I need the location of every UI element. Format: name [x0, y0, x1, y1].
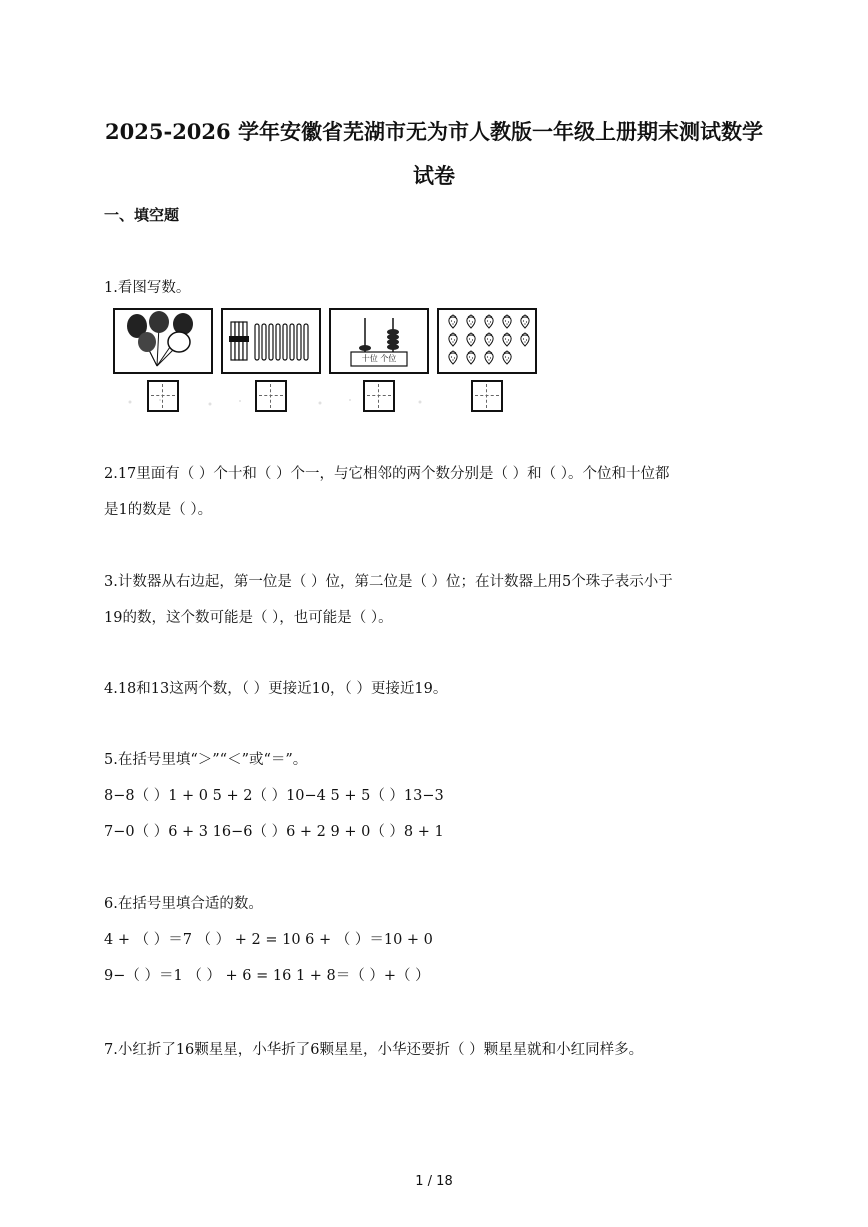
- abacus-figure: [329, 308, 429, 374]
- question-3-line2: 19的数，这个数可能是（ ），也可能是（ ）。: [104, 610, 393, 626]
- strawberries-icon: [439, 310, 535, 372]
- sticks-icon: [223, 310, 319, 372]
- sticks-figure: [221, 308, 321, 374]
- answer-box-strawberries[interactable]: [471, 380, 503, 412]
- scan-artifact: [120, 392, 440, 412]
- question-5-row1: 8−8（ ）1 + 0 5 + 2（ ）10−4 5 + 5（ ）13−3: [104, 788, 444, 804]
- question-6-row2: 9−（ ）＝1 （ ） + 6 = 16 1 + 8＝（ ）+（ ）: [104, 968, 430, 984]
- question-3-line1: 3.计数器从右边起，第一位是（ ）位，第二位是（ ）位；在计数器上用5个珠子表示小于: [104, 574, 673, 590]
- question-6-row1: 4 + （ ）＝7 （ ） + 2 = 10 6 + （ ）＝10 + 0: [104, 932, 433, 948]
- question-5-text: 5.在括号里填“＞”“＜”或“＝”。: [104, 752, 308, 768]
- exam-title-line1: 2025-2026 学年安徽省芜湖市无为市人教版一年级上册期末测试数学: [105, 119, 763, 144]
- question-7-line1: 7.小红折了16颗星星，小华折了6颗星星，小华还要折（ ）颗星星就和小红同样多。: [104, 1042, 644, 1058]
- page-number: 1 / 18: [415, 1174, 453, 1189]
- question-1-text: 1.看图写数。: [104, 280, 191, 296]
- section-heading-fill-blank: 一、填空题: [104, 206, 180, 224]
- question-2-line1: 2.17里面有（ ）个十和（ ）个一，与它相邻的两个数分别是（ ）和（ ）。个位和十位都: [104, 466, 670, 482]
- question-6-text: 6.在括号里填合适的数。: [104, 896, 263, 912]
- exam-title-line2: 试卷: [413, 163, 455, 188]
- question-2-line2: 是1的数是（ ）。: [104, 502, 213, 518]
- balloons-icon: [115, 310, 211, 372]
- question-4-line1: 4.18和13这两个数，（ ）更接近10，（ ）更接近19。: [104, 681, 448, 697]
- balloons-figure: [113, 308, 213, 374]
- abacus-place-labels: 十位 个位: [361, 354, 397, 363]
- strawberries-figure: [437, 308, 537, 374]
- question-5-row2: 7−0（ ）6 + 3 16−6（ ）6 + 2 9 + 0（ ）8 + 1: [104, 824, 444, 840]
